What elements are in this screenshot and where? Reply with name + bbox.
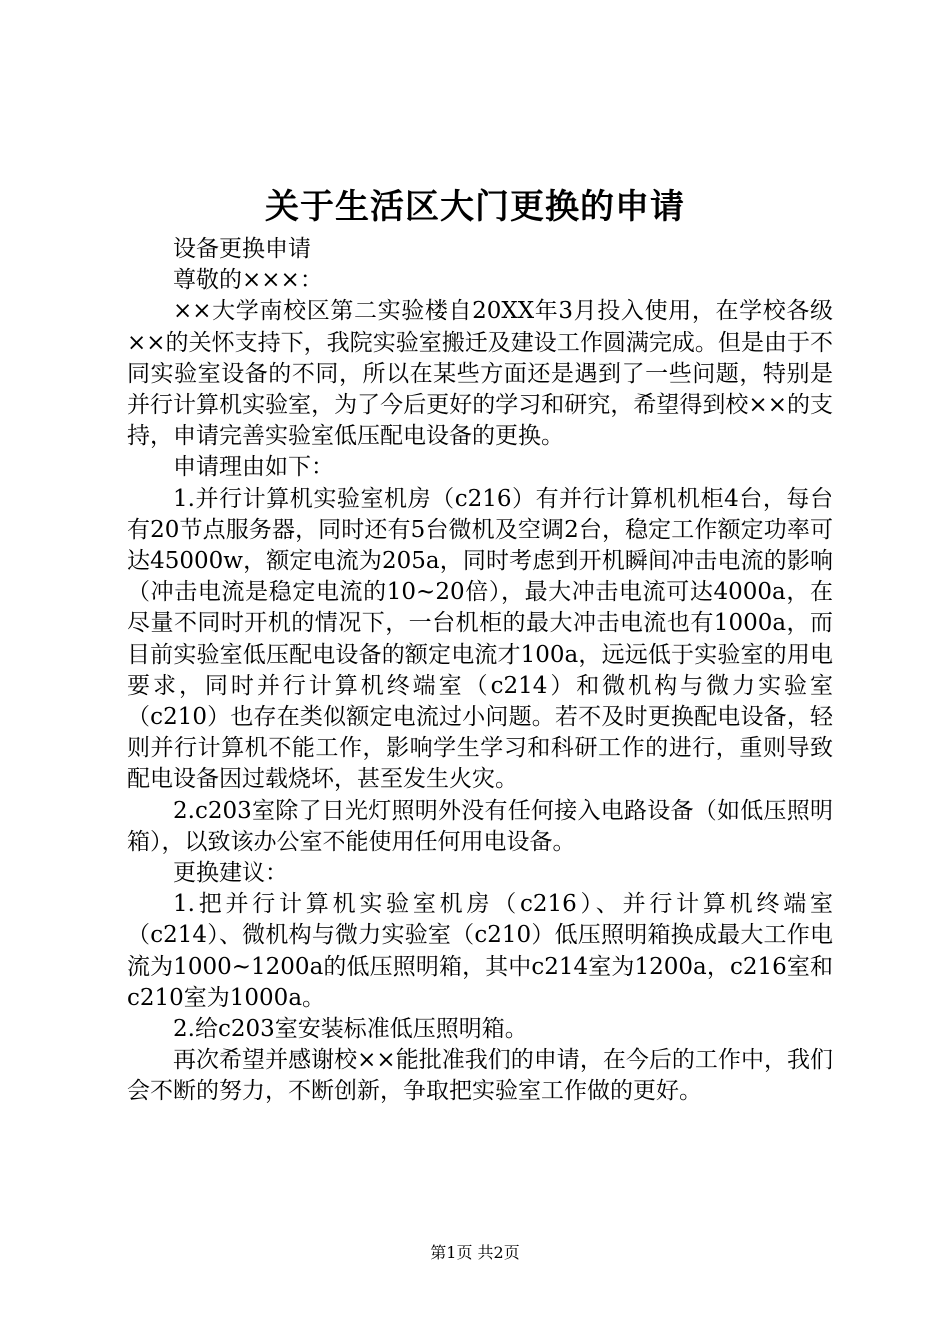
paragraph-reasons-heading: 申请理由如下： xyxy=(173,454,334,481)
document-title: 关于生活区大门更换的申请 xyxy=(265,187,685,227)
paragraph-reason-1: 1.并行计算机实验室机房（c216）有并行计算机机柜4台，每台有20节点服务器，同时还有5台微机及空调2台，稳定工作额定功率可达45000w，额定电流为205a，同时考虑到开机瞬间冲击电流的影响（冲击电流是稳定电流的10~20倍），最大冲击电流可达4000a，在尽量不同时开机的情况下，一台机柜的最大冲击电流也有1000a，而目前实验室低压配电设备的额定电流才100a，远远低于实验室的用电要求，同时并行计算机终端室（c214）和微机构与微力实验室（c210）也存在类似额定电流过小问题。若不及时更换配电设备，轻则并行计算机不能工作，影响学生学习和科研工作的进行，重则导致配电设备因过载烧坏，甚至发生火灾。 xyxy=(127,485,833,793)
paragraph-closing: 再次希望并感谢校××能批准我们的申请，在今后的工作中，我们会不断的努力，不断创新，争取把实验室工作做的更好。 xyxy=(127,1047,833,1105)
paragraph-suggestion-1: 1.把并行计算机实验室机房（c216）、并行计算机终端室（c214）、微机构与微力实验室（c210）低压照明箱换成最大工作电流为1000~1200a的低压照明箱，其中c214室为1200a，c216室和c210室为1000a。 xyxy=(127,891,833,1011)
paragraph-suggestion-2: 2.给c203室安装标准低压照明箱。 xyxy=(173,1016,528,1043)
paragraph-suggestions-heading: 更换建议： xyxy=(173,860,288,887)
document-body xyxy=(127,234,833,1108)
paragraph-salutation: 尊敬的×××： xyxy=(173,267,323,294)
paragraph-intro: ××大学南校区第二实验楼自20XX年3月投入使用，在学校各级××的关怀支持下，我院实验室搬迁及建设工作圆满完成。但是由于不同实验室设备的不同，所以在某些方面还是遇到了一些问题，特别是并行计算机实验室，为了今后更好的学习和研究，希望得到校××的支持，申请完善实验室低压配电设备的更换。 xyxy=(127,298,833,450)
page-number-footer: 第1页 共2页 xyxy=(430,1243,520,1262)
paragraph-reason-2: 2.c203室除了日光灯照明外没有任何接入电路设备（如低压照明箱），以致该办公室不能使用任何用电设备。 xyxy=(127,797,833,855)
paragraph-subject: 设备更换申请 xyxy=(173,236,311,262)
